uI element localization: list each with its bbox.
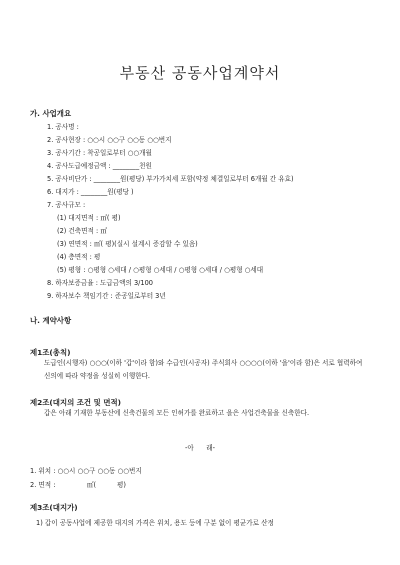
article-3-body: 1) 갑이 공동사업에 제공한 대지의 가격은 위치, 용도 등에 구분 없이 평균가로 산정 — [36, 519, 274, 527]
article-1-body: 도급인(시행자) ○○○(이하 '갑'이라 함)와 수급인(시공자) 주식회사 ○○○○(이하 '을'이라 함)은 서로 협력하여 신의에 따라 약정을 성실히 이행한다. — [44, 359, 363, 380]
overview-item-warranty-rate: 8. 하자보증금율 : 도급금액의 3/100 — [47, 279, 153, 287]
overview-item-unit-cost: 5. 공사비단가 : ________원(평당) 부가가치세 포함(약정 체결일로부터 6개월 간 유효) — [47, 175, 294, 183]
scale-land-area: (1) 대지면적 : ㎡( 평) — [57, 214, 121, 222]
below-item-location: 1. 위치 : ○○시 ○○구 ○○동 ○○번지 — [30, 467, 142, 475]
overview-item-warranty-period: 9. 하자보수 책임기간 : 준공일로부터 3년 — [47, 292, 166, 300]
overview-item-land-price: 6. 대지가 : ________원(평당 ) — [47, 188, 134, 196]
scale-building-area: (2) 건축면적 : ㎡ — [57, 227, 107, 235]
overview-item-project-name: 1. 공사명 : — [47, 123, 79, 131]
overview-item-site: 2. 공사현장 : ○○시 ○○구 ○○동 ○○번지 — [47, 136, 172, 144]
scale-unit-types: (5) 평형 : ○평형 ○세대 / ○평형 ○세대 / ○평형 ○세대 / ○평형 ○세대 — [57, 266, 264, 274]
article-2-body: 갑은 아래 기재한 부동산에 신축건물의 모든 인허가를 완료하고 을은 사업건축물을 신축한다. — [44, 409, 310, 417]
overview-item-contract-amount: 4. 공사도급예정금액 : ________천원 — [47, 162, 152, 170]
scale-total-floor-area: (3) 연면적 : ㎡( 평)(실시 설계시 증감할 수 있음) — [57, 240, 198, 248]
article-3-heading: 제3조(대지가) — [30, 503, 78, 512]
scale-floor-area: (4) 층면적 : 평 — [57, 253, 101, 261]
article-2-heading: 제2조(대지의 조건 및 면적) — [30, 398, 122, 407]
section-heading-overview: 가. 사업개요 — [30, 109, 72, 118]
section-heading-contract-terms: 나. 계약사항 — [30, 316, 72, 325]
overview-item-period: 3. 공사기간 : 착공일로부터 ○○개월 — [47, 149, 152, 157]
below-label: -아 래- — [184, 444, 216, 452]
document-title: 부동산 공동사업계약서 — [119, 64, 281, 82]
article-1-heading: 제1조(총칙) — [30, 348, 71, 357]
overview-item-scale: 7. 공사규모 : — [47, 201, 86, 209]
below-item-area: 2. 면적 : ㎡( 평) — [30, 481, 126, 489]
